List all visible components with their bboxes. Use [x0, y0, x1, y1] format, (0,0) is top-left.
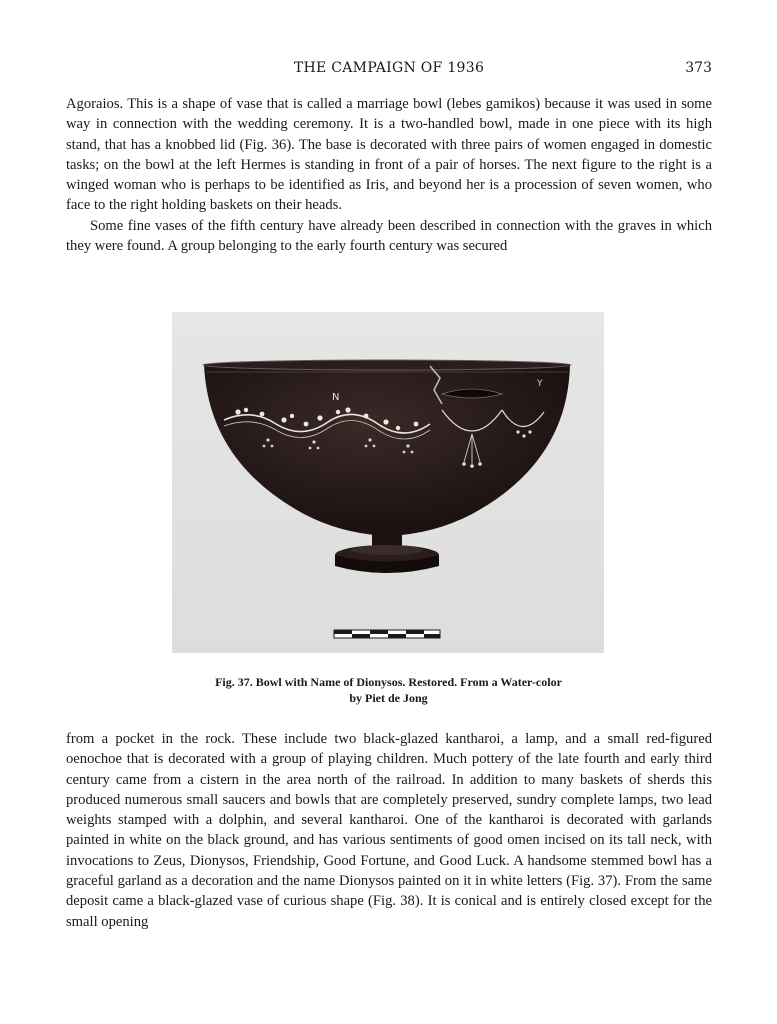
caption-line: Fig. 37. Bowl with Name of Dionysos. Restored. From a Water-color — [215, 675, 562, 689]
caption-line: by Piet de Jong — [349, 691, 428, 705]
scale-bar — [334, 630, 440, 638]
bowl-illustration — [172, 312, 604, 653]
body-text-bottom — [66, 729, 712, 932]
running-header — [66, 60, 712, 80]
running-title: THE CAMPAIGN OF 1936 — [293, 60, 485, 76]
body-text-top — [66, 94, 712, 256]
figure-caption — [150, 674, 627, 706]
paragraph: from a pocket in the rock. These include two black-glazed kantharoi, a lamp, and a small red-figured oenochoe that is decorated with a group of playing children. Much pottery of the late fourth and early third century came from a cistern in the area north of the railroad. In addition to many baskets of sherds this produced numerous small saucers and bowls that are completely preserved, sundry complete lamps, two lead weights stamped with a dolphin, and several kantharoi. One of the kantharoi is decorated with garlands painted in white on the black ground, and has various sentiments of good omen incised on its tall neck, with invocations to Zeus, Dionysos, Friendship, Good Fortune, and Good Luck. A handsome stemmed bowl has a graceful garland as a decoration and the name Dionysos painted on it in white letters (Fig. 37). From the same deposit came a black-glazed vase of curious shape (Fig. 38). It is conical and is entirely closed except for the small opening — [66, 731, 712, 930]
inscription-letter: Y — [537, 379, 543, 389]
paragraph: Some fine vases of the fifth century have already been described in connection with the graves in which they were found. A group belonging to the early fourth century was secured — [66, 217, 712, 255]
paragraph: Agoraios. This is a shape of vase that is called a marriage bowl (lebes gamikos) because it was used in some way in connection with the wedding ceremony. It is a two-handled bowl, made in one piece with its high stand, that has a knobbed lid (Fig. 36). The base is decorated with three pairs of women engaged in domestic tasks; on the bowl at the left Hermes is standing in front of a pair of horses. The next figure to the right is a winged woman who is perhaps to be identified as Iris, and beyond her is a procession of seven women, who face to the right holding baskets on their heads. — [66, 96, 712, 214]
inscription-letter: N — [332, 392, 340, 403]
page-number: 373 — [685, 60, 712, 76]
figure-bowl-photo — [172, 312, 604, 653]
